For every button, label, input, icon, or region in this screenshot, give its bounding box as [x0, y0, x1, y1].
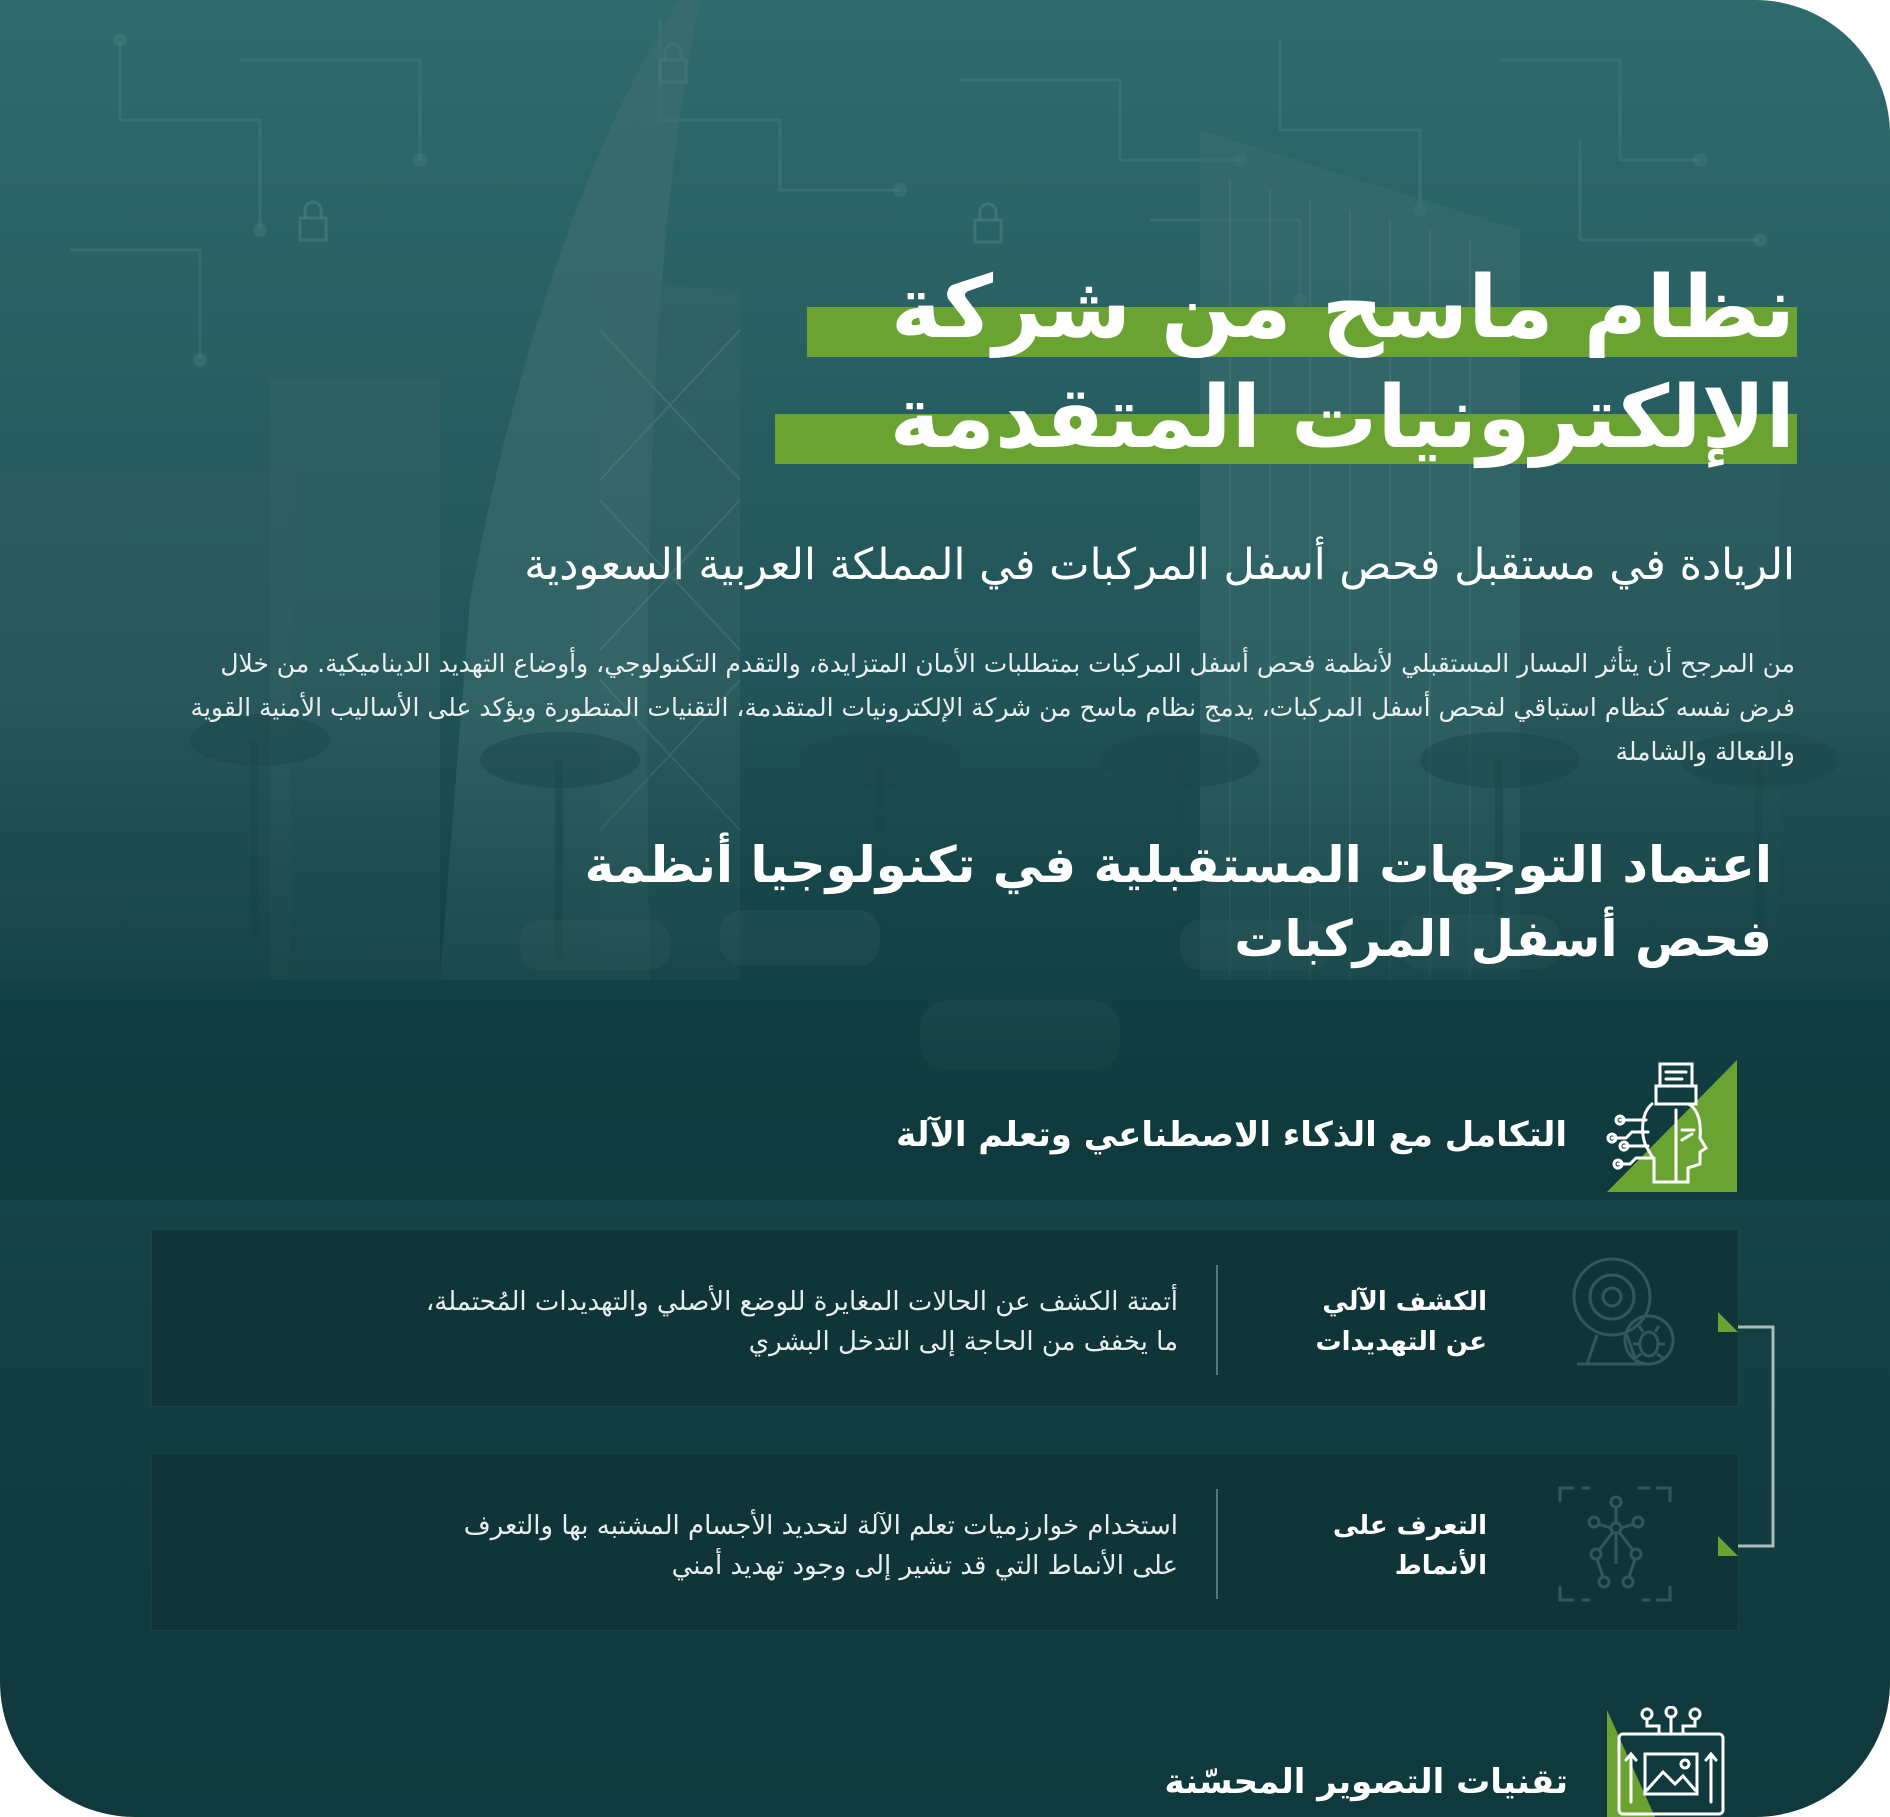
- pattern-scan-icon: [1556, 1484, 1676, 1606]
- card-divider: [1216, 1265, 1218, 1375]
- panel-corner-triangle: [1718, 1536, 1738, 1556]
- page-title-line-1: نظام ماسح من شركة: [890, 258, 1795, 358]
- feature-title-ai: التكامل مع الذكاء الاصطناعي وتعلم الآلة: [896, 1115, 1567, 1155]
- feature-card-pattern-recognition: [152, 1454, 1738, 1630]
- ai-head-icon: [1602, 1060, 1737, 1192]
- card-divider: [1216, 1489, 1218, 1599]
- panel-corner-triangle: [1718, 1312, 1738, 1332]
- threat-detection-text: أتمتة الكشف عن الحالات المغايرة للوضع الأصلي والتهديدات المُحتملة، ما يخفف من الحاجة إلى التدخل البشري: [425, 1287, 1178, 1357]
- page-subtitle: الريادة في مستقبل فحص أسفل المركبات في المملكة العربية السعودية: [524, 540, 1795, 590]
- feature-title-imaging: تقنيات التصوير المحسّنة: [1164, 1762, 1568, 1802]
- page-title-line-2: الإلكترونيات المتقدمة: [889, 368, 1795, 468]
- pattern-recognition-heading: التعرف على الأنماط: [1332, 1511, 1487, 1581]
- pattern-recognition-text: استخدام خوارزميات تعلم الآلة لتحديد الأجسام المشتبه بها والتعرف على الأنماط التي قد تشير إلى وجود تهديد أمني: [463, 1511, 1178, 1581]
- feature-card-threat-detection: [152, 1230, 1738, 1406]
- webcam-bug-icon: [1557, 1252, 1687, 1382]
- threat-detection-heading: الكشف الآلي عن التهديدات: [1315, 1287, 1487, 1357]
- section-title: اعتماد التوجهات المستقبلية في تكنولوجيا أنظمة فحص أسفل المركبات: [584, 836, 1772, 968]
- imaging-monitor-icon: [1607, 1706, 1737, 1817]
- intro-paragraph: من المرجح أن يتأثر المسار المستقبلي لأنظمة فحص أسفل المركبات بمتطلبات الأمان المتزايدة، والتقدم التكنولوجي، وأوضاع التهديد الديناميكية. من خلال فرض نفسه كنظام استباقي لفحص أسفل المركبات، يدمج نظام ماسح من شركة الإلكترونيات المتقدمة، التقنيات المتطورة ويؤكد على الأساليب الأمنية القوية والفعالة والشاملة: [190, 649, 1795, 766]
